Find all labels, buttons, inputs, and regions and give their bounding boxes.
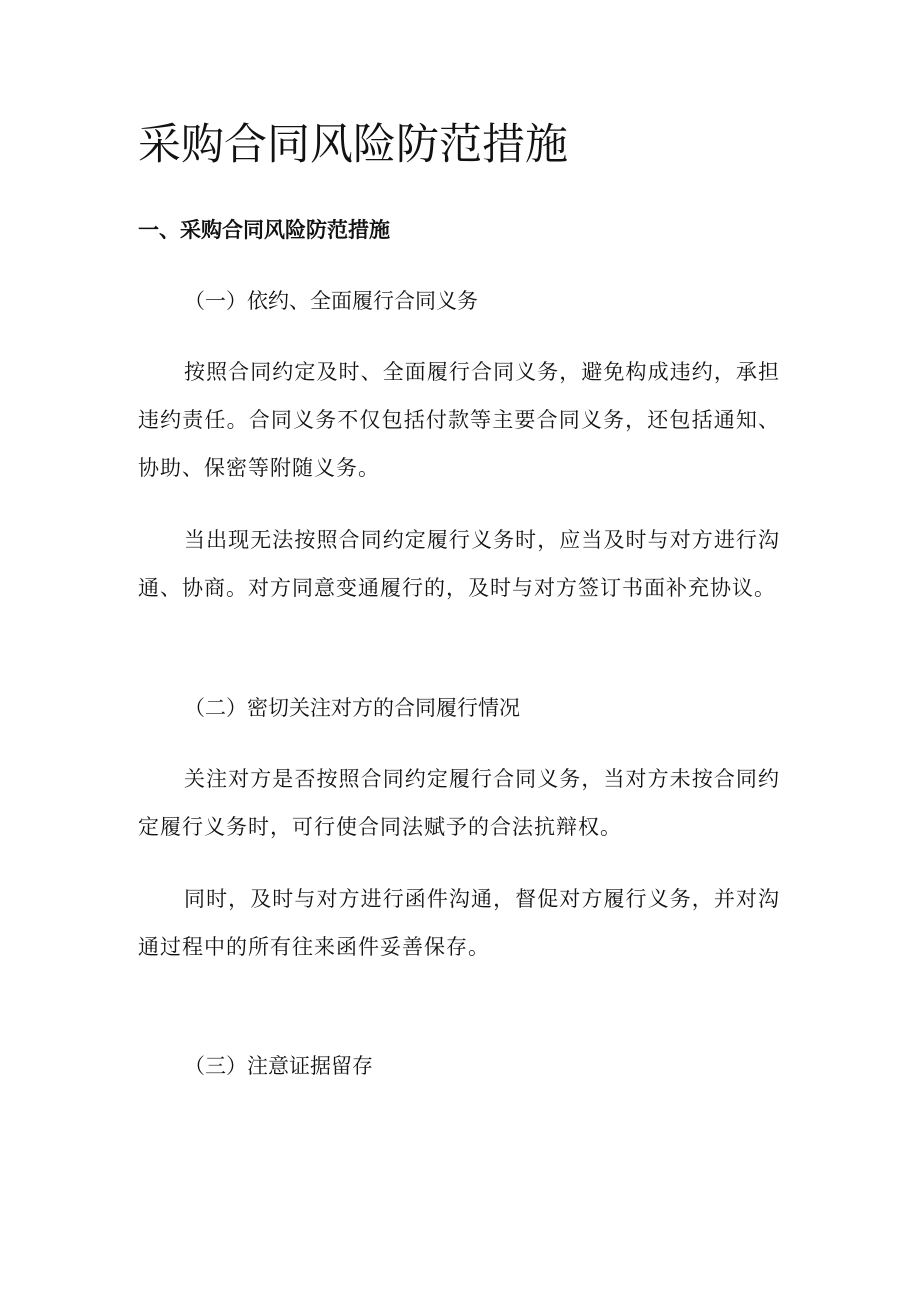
subsection-heading: （二）密切关注对方的合同履行情况	[184, 696, 520, 720]
paragraph: 同时，及时与对方进行函件沟通，督促对方履行义务，并对沟通过程中的所有往来函件妥善保存。	[138, 887, 780, 959]
section-heading: 一、采购合同风险防范措施	[138, 218, 390, 242]
subsection-heading: （一）依约、全面履行合同义务	[184, 289, 478, 313]
subsection-heading: （三）注意证据留存	[184, 1054, 373, 1078]
paragraph: 按照合同约定及时、全面履行合同义务，避免构成违约，承担违约责任。合同义务不仅包括付款等主要合同义务，还包括通知、协助、保密等附随义务。	[138, 360, 780, 480]
paragraph: 当出现无法按照合同约定履行义务时，应当及时与对方进行沟通、协商。对方同意变通履行的，及时与对方签订书面补充协议。	[138, 528, 780, 600]
document-title: 采购合同风险防范措施	[138, 120, 568, 170]
paragraph: 关注对方是否按照合同约定履行合同义务，当对方未按合同约定履行义务时，可行使合同法赋予的合法抗辩权。	[138, 767, 780, 839]
